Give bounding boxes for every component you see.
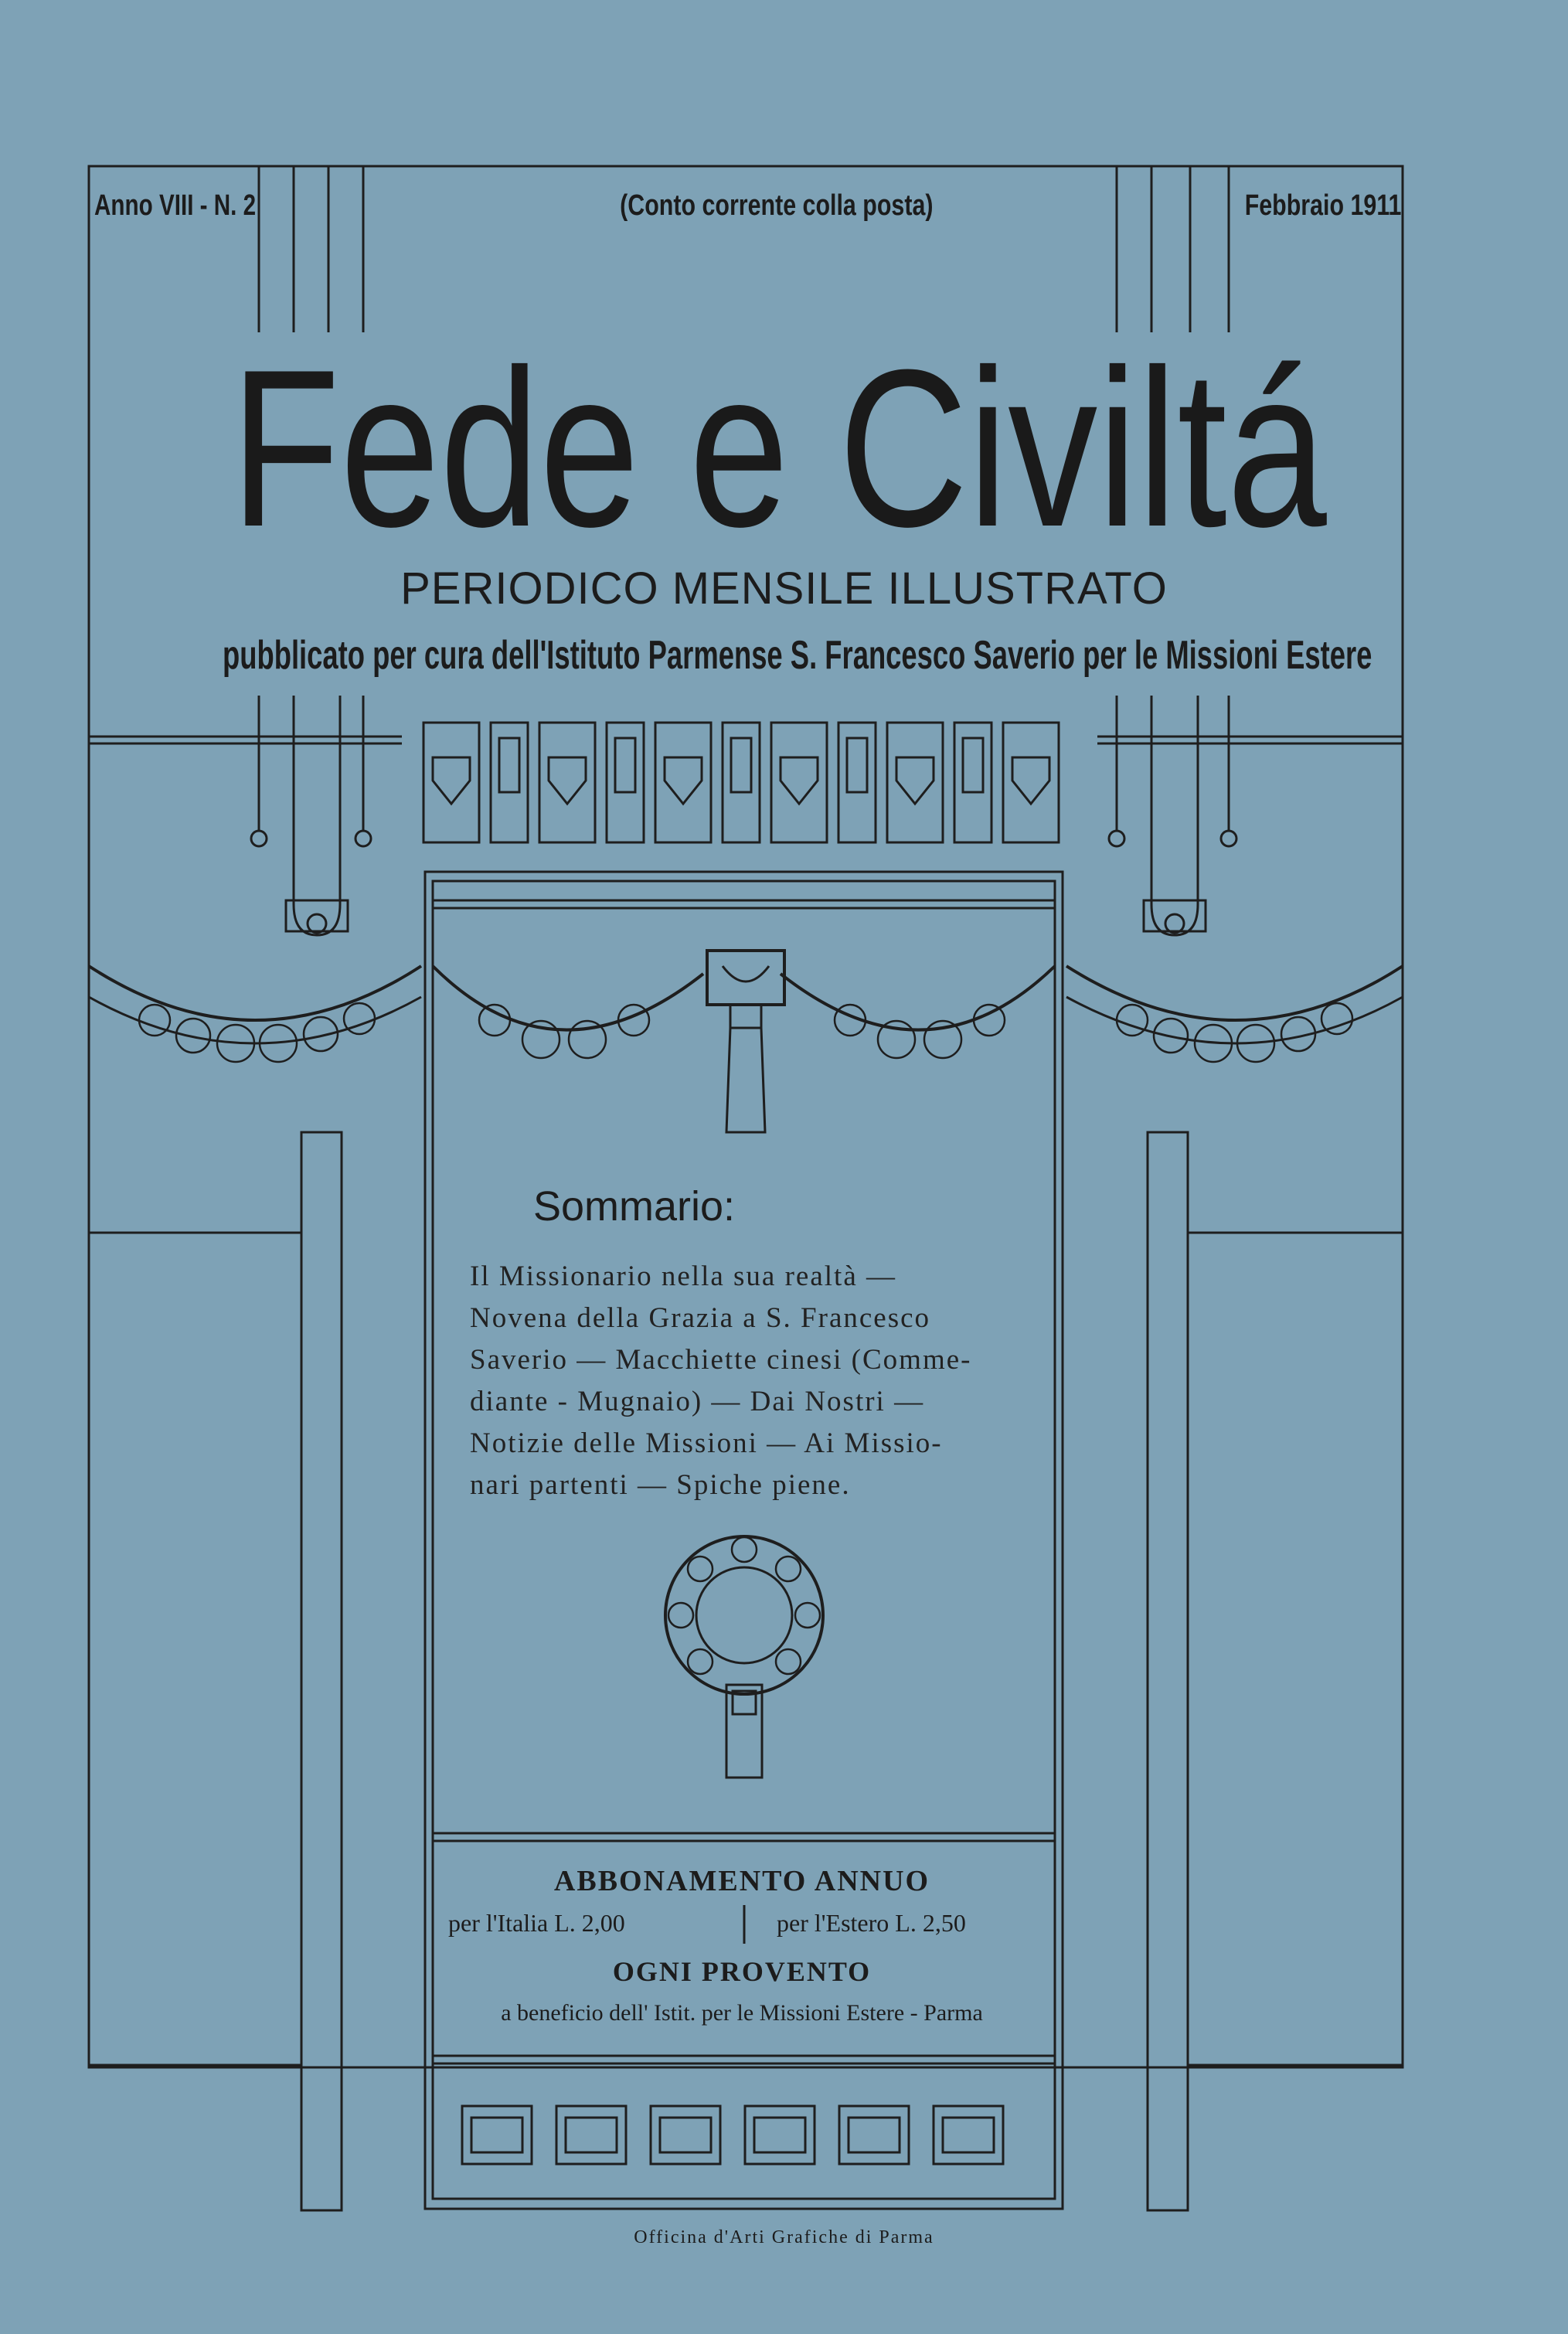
postal-note: (Conto corrente colla posta) [620,189,934,222]
contents-line: Saverio — Macchiette cinesi (Comme- [470,1344,972,1376]
proceeds-heading: OGNI PROVENTO [612,1956,872,1987]
subscription-italy: per l'Italia L. 2,00 [448,1909,625,1937]
wreath-ornament [665,1536,823,1694]
issue-date: Febbraio 1911 [1244,189,1401,222]
bottom-tile-row [462,2106,1003,2164]
proceeds-text: a beneficio dell' Istit. per le Missioni Estere - Parma [501,2000,983,2026]
issue-number: Anno VIII - N. 2 [94,189,257,222]
contents-line: Notizie delle Missioni — Ai Missio- [470,1427,943,1459]
publisher-line: pubblicato per cura dell'Istituto Parmense S. Francesco Saverio per le Missioni Estere [223,633,1372,678]
subscription-heading: ABBONAMENTO ANNUO [553,1865,930,1897]
tile-row [423,723,1059,842]
contents-line: nari partenti — Spiche piene. [470,1469,851,1501]
magazine-title: Fede e Civiltá [230,323,1327,573]
contents-line: Il Missionario nella sua realtà — [470,1261,897,1292]
printer-credit: Officina d'Arti Grafiche di Parma [634,2227,934,2247]
contents-line: diante - Mugnaio) — Dai Nostri — [470,1386,925,1417]
subscription-abroad: per l'Estero L. 2,50 [777,1909,966,1937]
contents-line: Novena della Grazia a S. Francesco [470,1302,931,1334]
magazine-subtitle: PERIODICO MENSILE ILLUSTRATO [400,563,1168,614]
contents-heading: Sommario: [533,1183,736,1230]
